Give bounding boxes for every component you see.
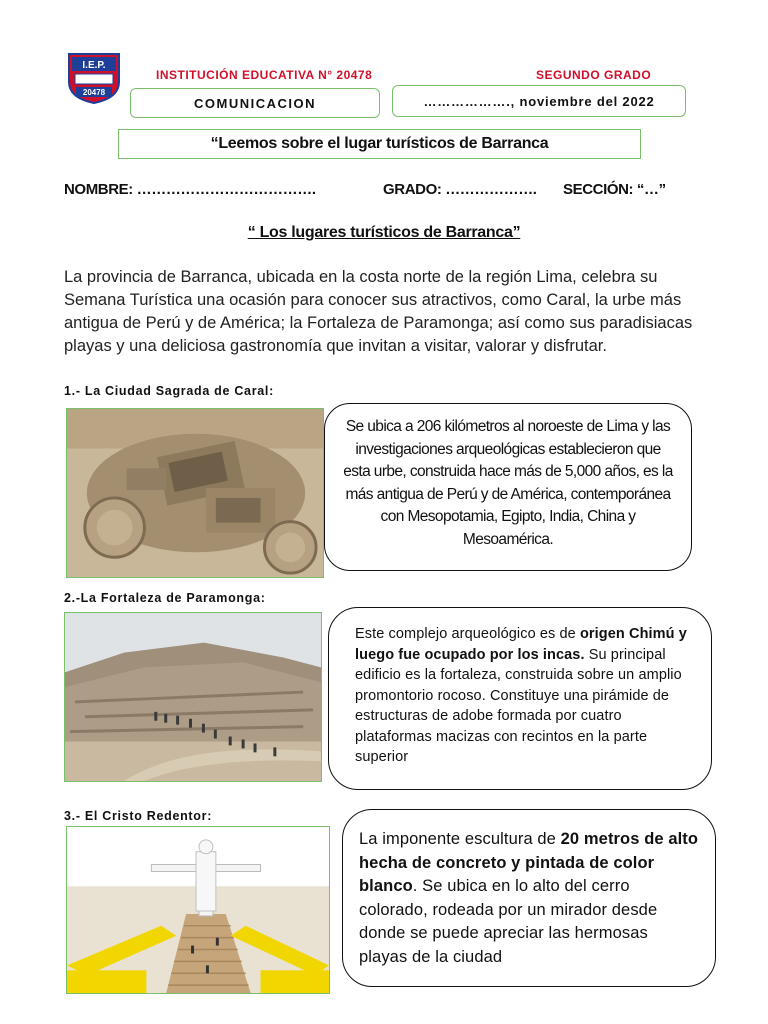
section-1-label: 1.- La Ciudad Sagrada de Caral: xyxy=(64,384,274,398)
date-label: ………………., noviembre del 2022 xyxy=(423,93,655,109)
section-field: SECCIÓN: “…” xyxy=(563,181,666,198)
section-3-label: 3.- El Cristo Redentor: xyxy=(64,809,213,823)
date-box xyxy=(392,85,686,117)
paramonga-photo xyxy=(64,612,322,782)
paramonga-text-part-1: Este complejo arqueológico es de xyxy=(355,626,580,642)
subject-box xyxy=(130,88,380,118)
worksheet-title-box xyxy=(118,129,641,159)
caral-description: Se ubica a 206 kilómetros al noroeste de Lima y las investigaciones arqueológicas establecieron que esta urbe, construida hace más de 5,000 años, es la más antigua de Perú y de América, contemporánea con Mesopotamia, Egipto, India, China y Mesoamérica. xyxy=(343,418,673,548)
grade-level: SEGUNDO GRADO xyxy=(536,68,652,82)
grade-field: GRADO: ………………. xyxy=(383,181,537,198)
section-2-label: 2.-La Fortaleza de Paramonga: xyxy=(64,591,266,605)
institution-name: INSTITUCIÓN EDUCATIVA N° 20478 xyxy=(156,68,373,82)
subject-label: COMUNICACION xyxy=(194,95,316,111)
logo-text: I.E.P. xyxy=(82,60,106,71)
caral-description-bubble xyxy=(324,403,692,571)
name-field: NOMBRE: ………………………………. xyxy=(64,181,316,198)
cristo-text-part-1: La imponente escultura de xyxy=(359,830,561,848)
cristo-description-bubble xyxy=(342,809,716,987)
school-logo xyxy=(66,52,122,104)
cristo-redentor-photo xyxy=(66,826,330,994)
cristo-text-bold: 20 metros de alto hecha de concreto y pintada de color blanco xyxy=(359,830,699,895)
paramonga-text-part-2: Su principal edificio es la fortaleza, construida sobre un amplio promontorio rocoso. Constituye una pirámide de estructuras de adobe formada por cuatro plataformas macizas con recintos en la parte superior xyxy=(355,646,682,765)
intro-paragraph: La provincia de Barranca, ubicada en la costa norte de la región Lima, celebra su Semana Turística una ocasión para conocer sus atractivos, como Caral, la urbe más antigua de Perú y de América; la Fortaleza de Paramonga; así como sus paradisiacas playas y una deliciosa gastronomía que invitan a visitar, valorar y disfrutar. xyxy=(64,268,693,355)
cristo-text-part-2: . Se ubica en lo alto del cerro colorado, rodeada por un mirador desde donde se puede apreciar las hermosas playas de la ciudad xyxy=(359,877,658,966)
paramonga-text-bold: origen Chimú y luego fue ocupado por los incas. xyxy=(355,626,687,663)
caral-photo xyxy=(66,408,324,578)
reading-subtitle: “ Los lugares turísticos de Barranca” xyxy=(247,224,521,241)
worksheet-title: “Leemos sobre el lugar turísticos de Barranca xyxy=(210,135,549,152)
paramonga-description-bubble xyxy=(328,607,712,790)
logo-number: 20478 xyxy=(82,88,106,97)
